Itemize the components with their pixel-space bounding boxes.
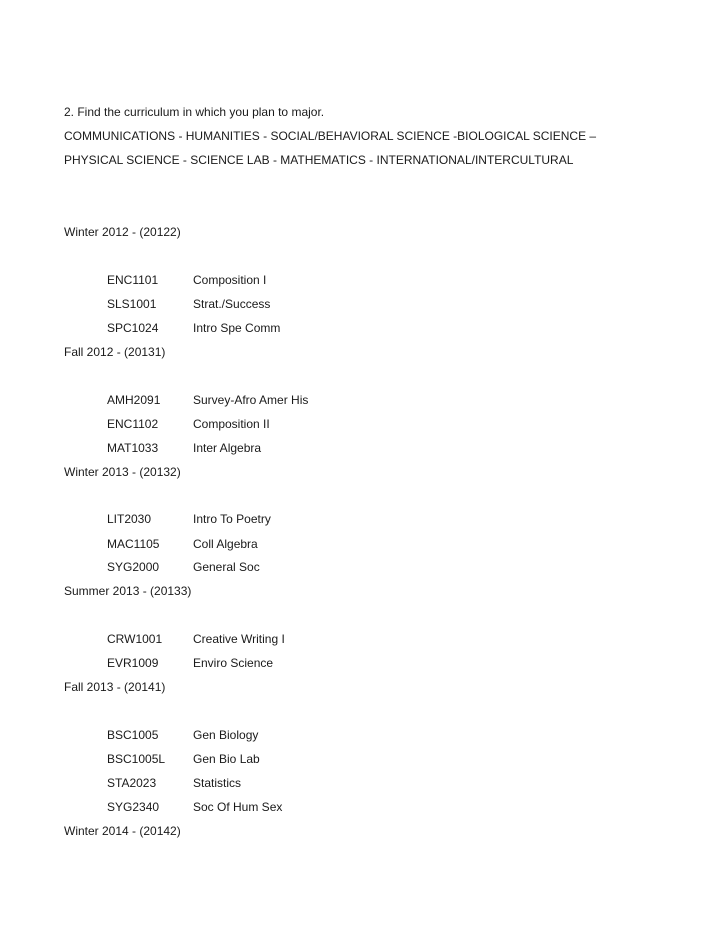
curriculum-list-line-2: PHYSICAL SCIENCE - SCIENCE LAB - MATHEMATICS - INTERNATIONAL/INTERCULTURAL [64,153,574,167]
course-code: SLS1001 [107,297,157,311]
question-heading: 2. Find the curriculum in which you plan to major. [64,105,325,119]
term-label: Winter 2012 - (20122) [64,225,181,239]
term-label: Winter 2013 - (20132) [64,465,181,479]
course-code: EVR1009 [107,656,159,670]
course-title: Coll Algebra [193,537,258,551]
course-title: Survey-Afro Amer His [193,393,309,407]
course-title: Composition II [193,417,270,431]
course-title: Soc Of Hum Sex [193,800,283,814]
course-code: AMH2091 [107,393,161,407]
course-title: Creative Writing I [193,632,285,646]
term-label: Winter 2014 - (20142) [64,824,181,838]
course-code: CRW1001 [107,632,163,646]
course-title: Intro Spe Comm [193,321,281,335]
course-code: BSC1005 [107,728,159,742]
course-code: ENC1102 [107,417,159,431]
course-code: MAC1105 [107,537,160,551]
course-title: Intro To Poetry [193,512,271,526]
course-title: Strat./Success [193,297,271,311]
course-code: ENC1101 [107,273,159,287]
course-code: SPC1024 [107,321,159,335]
curriculum-list-line-1: COMMUNICATIONS - HUMANITIES - SOCIAL/BEHAVIORAL SCIENCE -BIOLOGICAL SCIENCE – [64,129,597,143]
course-title: Statistics [193,776,242,790]
course-code: MAT1033 [107,441,159,455]
course-title: General Soc [193,560,260,574]
course-title: Gen Biology [193,728,259,742]
course-code: LIT2030 [107,512,152,526]
term-label: Fall 2012 - (20131) [64,345,166,359]
course-title: Gen Bio Lab [193,752,260,766]
course-code: STA2023 [107,776,157,790]
course-title: Inter Algebra [193,441,262,455]
course-title: Enviro Science [193,656,274,670]
term-label: Summer 2013 - (20133) [64,584,192,598]
course-code: BSC1005L [107,752,166,766]
course-title: Composition I [193,273,267,287]
course-code: SYG2340 [107,800,160,814]
term-label: Fall 2013 - (20141) [64,680,166,694]
course-code: SYG2000 [107,560,160,574]
